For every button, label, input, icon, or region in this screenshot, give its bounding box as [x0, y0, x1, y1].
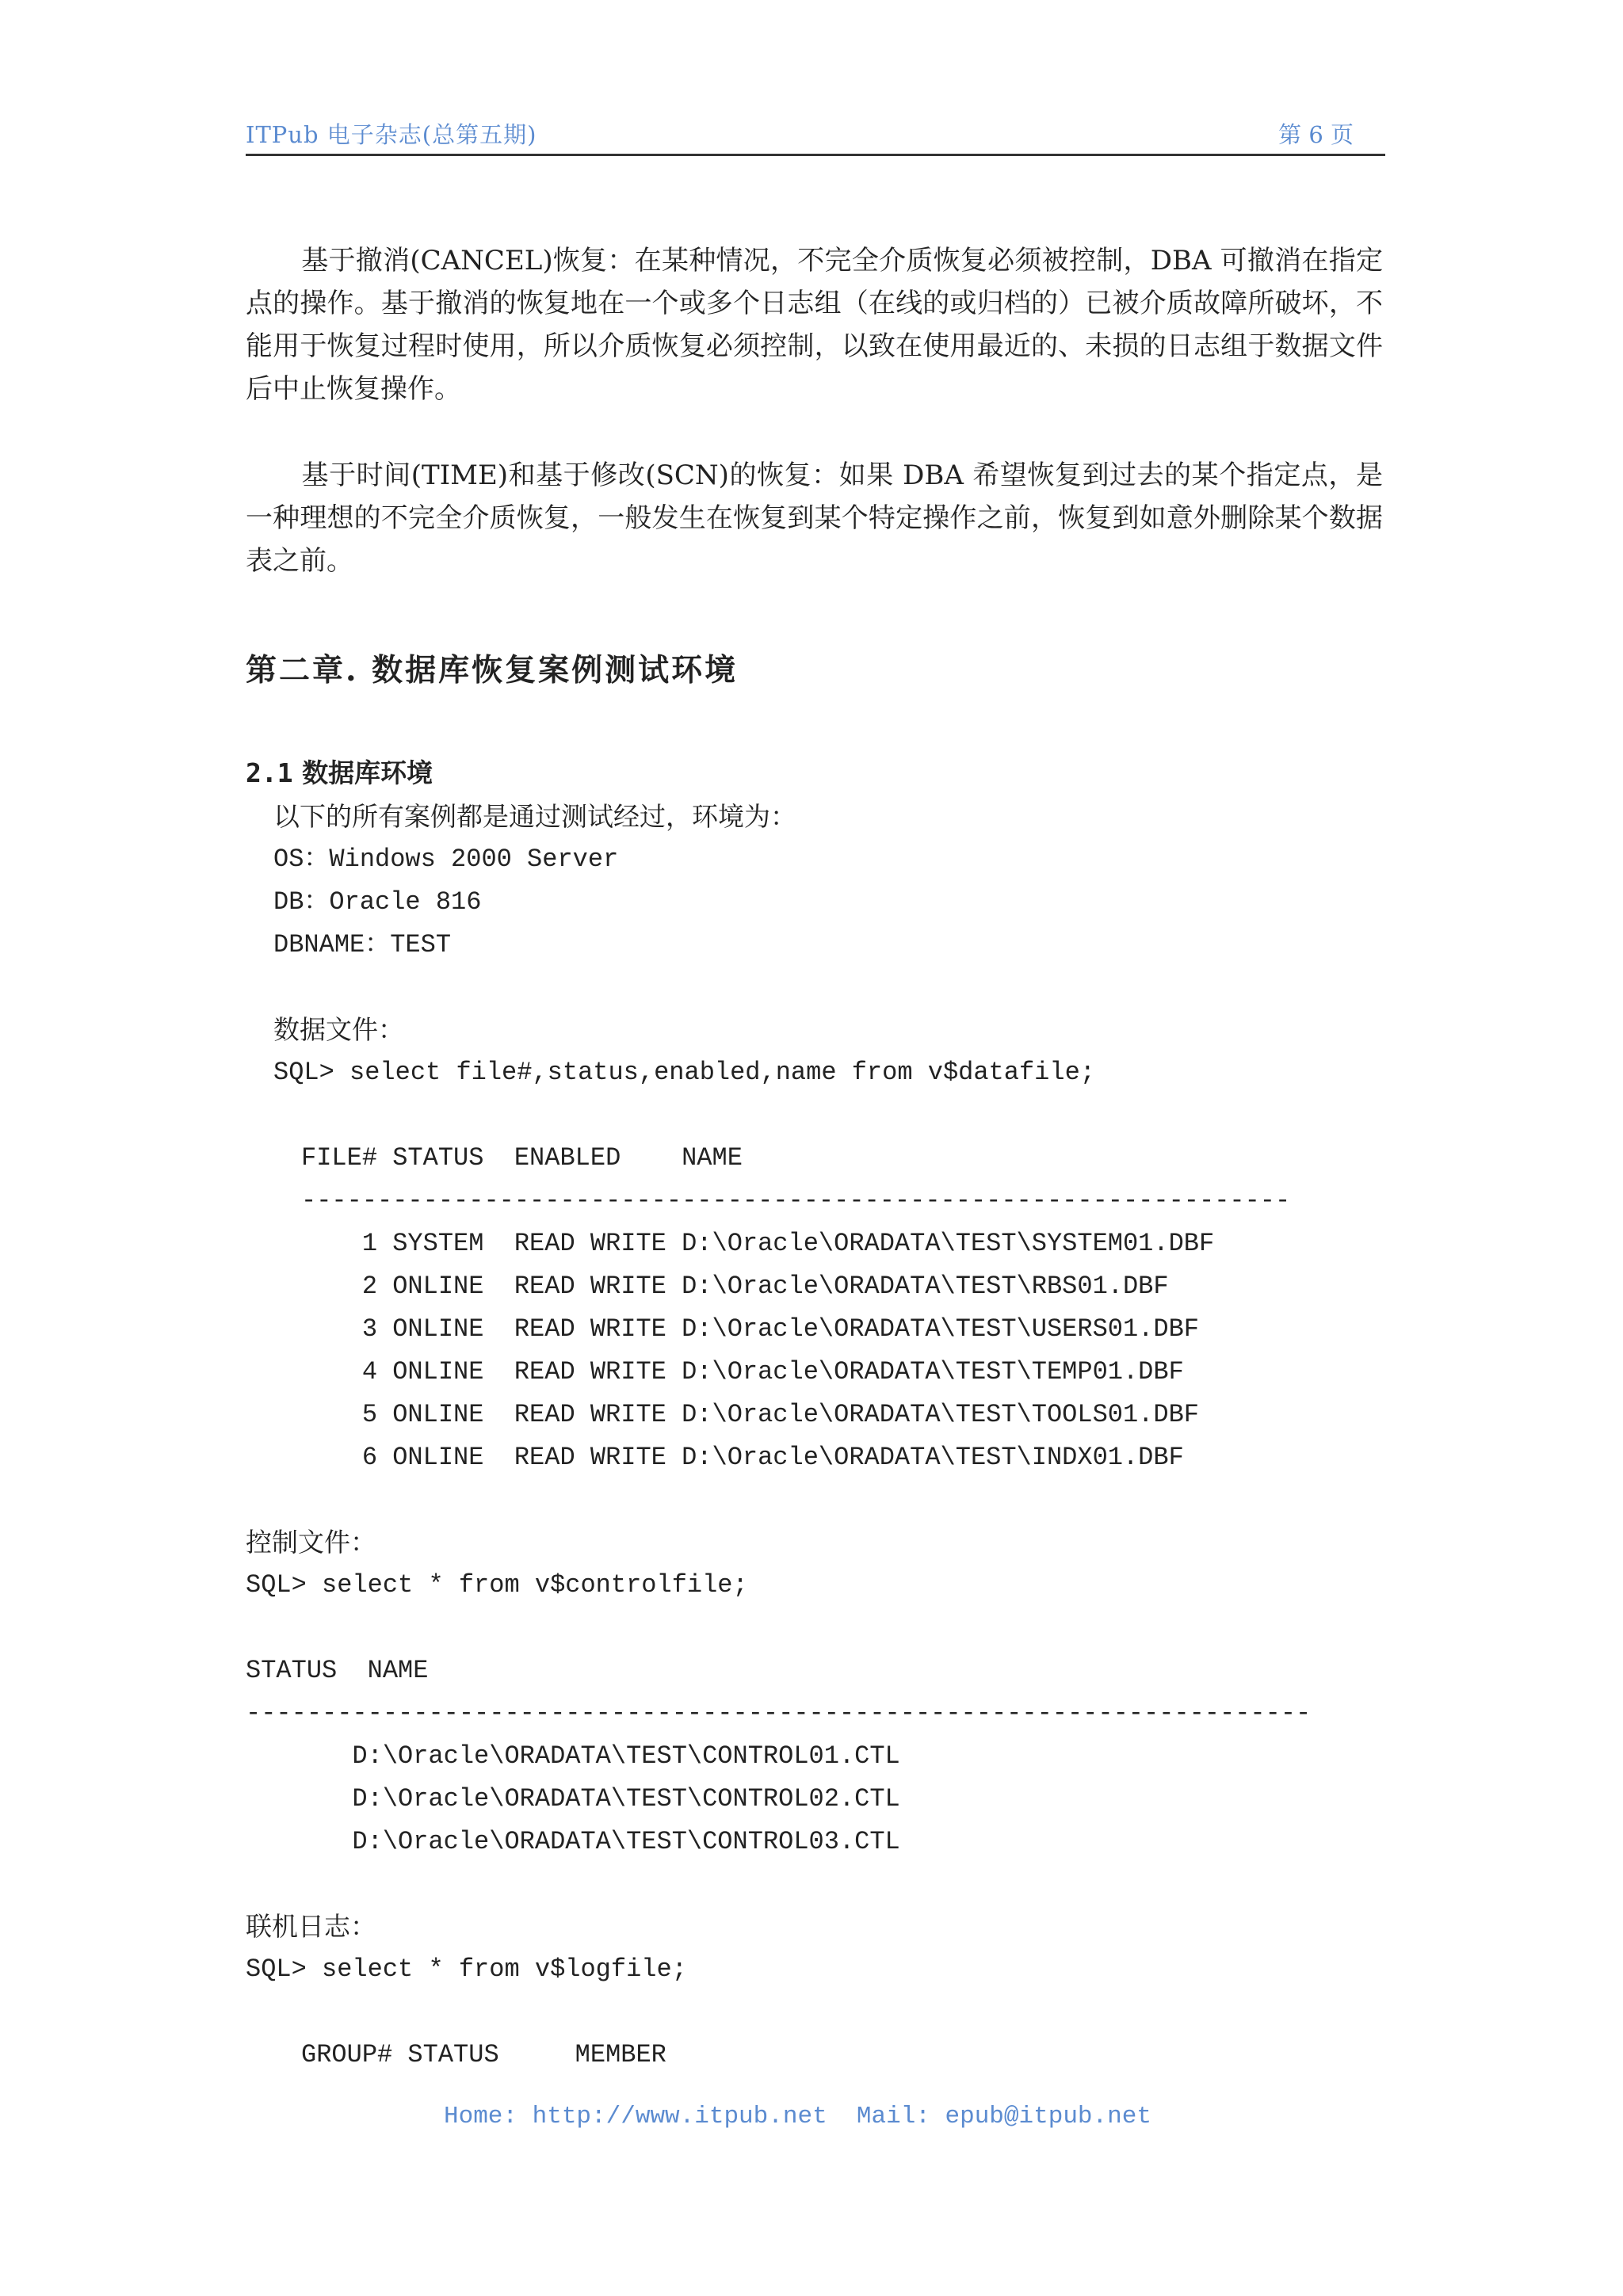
- table-row: 6 ONLINE READ WRITE D:\Oracle\ORADATA\TEST\INDX01.DBF: [301, 1443, 1184, 1472]
- paragraph-time-scn-recovery: [246, 454, 1383, 582]
- paragraph-text: 基于时间(TIME)和基于修改(SCN)的恢复：如果 DBA 希望恢复到过去的某个指定点，是一种理想的不完全介质恢复，一般发生在恢复到某个特定操作之前，恢复到如意外删除某个数据表之前。: [246, 460, 1383, 577]
- table-row: 2 ONLINE READ WRITE D:\Oracle\ORADATA\TEST\RBS01.DBF: [301, 1272, 1169, 1301]
- controlfiles-label: 控制文件：: [246, 1527, 376, 1558]
- logfiles-query: SQL> select * from v$logfile;: [246, 1955, 687, 1984]
- table-row: D:\Oracle\ORADATA\TEST\CONTROL01.CTL: [246, 1741, 900, 1771]
- datafiles-separator: -----------------------------------------------------------------: [301, 1186, 1291, 1215]
- paragraph-cancel-recovery: [246, 239, 1383, 410]
- page-footer: Home: http://www.itpub.net Mail: epub@itpub.net: [444, 2103, 1151, 2130]
- page-number: 第 6 页: [1278, 121, 1354, 148]
- chapter-title: 第二章. 数据库恢复案例测试环境: [246, 652, 739, 688]
- datafiles-table-header: FILE# STATUS ENABLED NAME: [301, 1143, 743, 1173]
- env-os: OS：Windows 2000 Server: [273, 845, 619, 874]
- controlfiles-table-header: STATUS NAME: [246, 1656, 429, 1685]
- env-dbname: DBNAME：TEST: [273, 930, 452, 959]
- env-db: DB：Oracle 816: [273, 887, 482, 917]
- page-header: [246, 117, 1385, 156]
- datafiles-query: SQL> select file#,status,enabled,name from v$datafile;: [273, 1058, 1095, 1087]
- table-row: 3 ONLINE READ WRITE D:\Oracle\ORADATA\TEST\USERS01.DBF: [301, 1314, 1199, 1344]
- table-row: D:\Oracle\ORADATA\TEST\CONTROL02.CTL: [246, 1784, 900, 1814]
- table-row: 4 ONLINE READ WRITE D:\Oracle\ORADATA\TEST\TEMP01.DBF: [301, 1357, 1184, 1386]
- datafiles-label: 数据文件：: [273, 1014, 404, 1045]
- controlfiles-separator: ----------------------------------------------------------------------: [246, 1699, 1312, 1728]
- table-row: 5 ONLINE READ WRITE D:\Oracle\ORADATA\TEST\TOOLS01.DBF: [301, 1400, 1199, 1429]
- section-title: 数据库环境: [302, 757, 433, 788]
- section-number: 2.1: [246, 757, 293, 788]
- logfiles-label: 联机日志：: [246, 1911, 376, 1942]
- env-intro: 以下的所有案例都是通过测试经过，环境为：: [273, 801, 796, 832]
- table-row: D:\Oracle\ORADATA\TEST\CONTROL03.CTL: [246, 1827, 900, 1856]
- controlfiles-query: SQL> select * from v$controlfile;: [246, 1570, 748, 1600]
- table-row: 1 SYSTEM READ WRITE D:\Oracle\ORADATA\TEST\SYSTEM01.DBF: [301, 1229, 1215, 1258]
- magazine-title: ITPub 电子杂志(总第五期): [246, 121, 537, 148]
- logfiles-table-header: GROUP# STATUS MEMBER: [301, 2040, 666, 2069]
- section-heading: [246, 753, 433, 790]
- paragraph-text: 基于撤消(CANCEL)恢复：在某种情况，不完全介质恢复必须被控制，DBA 可撤消在指定点的操作。基于撤消的恢复地在一个或多个日志组（在线的或归档的）已被介质故障所破坏，不能用于恢复过程时使用，所以介质恢复必须控制，以致在使用最近的、未损的日志组于数据文件后中止恢复操作。: [246, 245, 1383, 405]
